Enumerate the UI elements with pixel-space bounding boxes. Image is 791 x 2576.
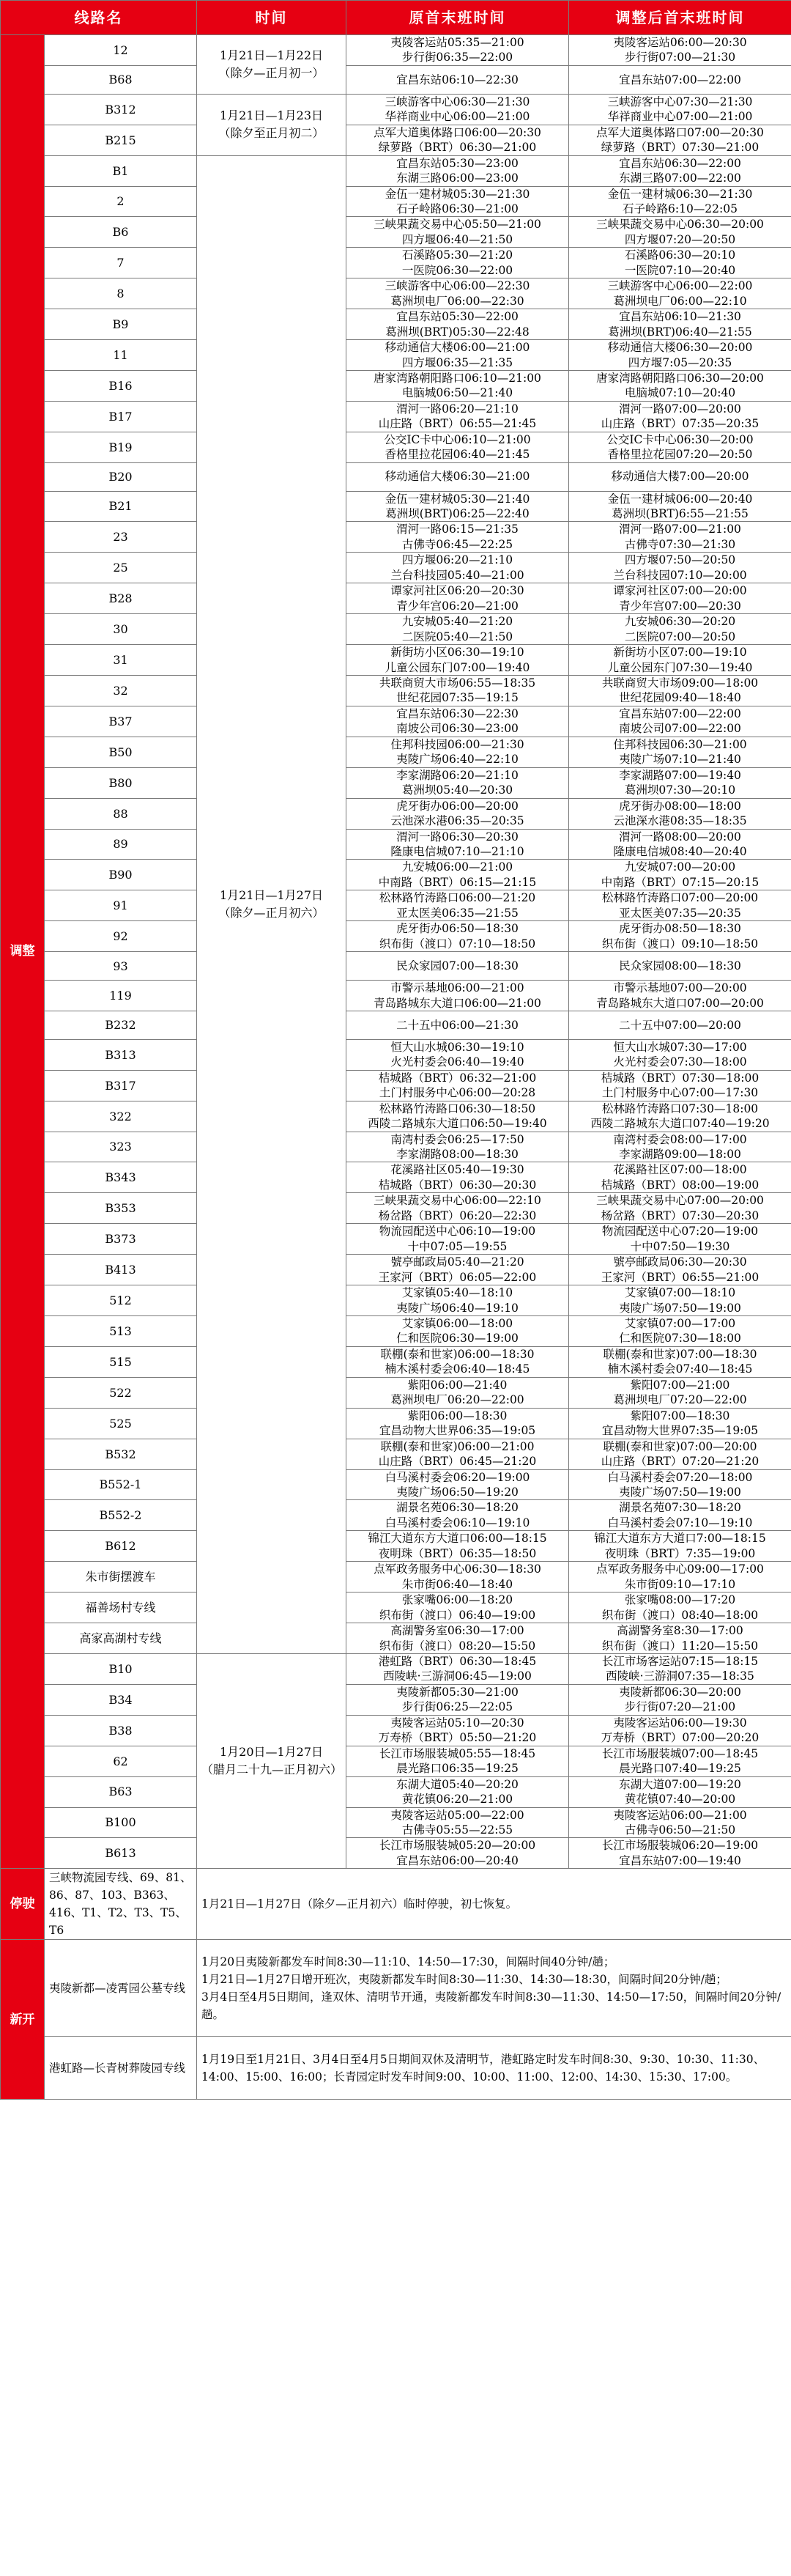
adjusted-time: 松林路竹涛路口07:00—20:00 亚太医美07:35—20:35 <box>569 890 791 921</box>
original-time: 渭河一路06:30—20:30 隆康电信城07:10—21:10 <box>346 829 569 860</box>
table-row <box>1 645 791 676</box>
original-time: 物流园配送中心06:10—19:00 十中07:05—19:55 <box>346 1224 569 1255</box>
original-time: 金伍一建材城05:30—21:40 葛洲坝(BRT)06:25—22:40 <box>346 491 569 522</box>
adjusted-time: 联棚(泰和世家)07:00—20:00 山庄路（BRT）07:20—21:20 <box>569 1439 791 1469</box>
table-row <box>1 1562 791 1593</box>
table-row <box>1 522 791 553</box>
original-time: 艾家镇06:00—18:00 仁和医院06:30—19:00 <box>346 1316 569 1347</box>
line-name: 福善场村专线 <box>45 1593 197 1623</box>
table-row <box>1 248 791 278</box>
line-name: 119 <box>45 981 197 1011</box>
table-row <box>1 798 791 829</box>
table-row <box>1 1377 791 1408</box>
table-row <box>1 1285 791 1316</box>
adjusted-time: 金伍一建材城06:30—21:30 石子岭路6:10—22:05 <box>569 186 791 217</box>
table-row <box>1 1715 791 1746</box>
adjusted-time: 九安城06:30—20:20 二医院07:00—20:50 <box>569 614 791 645</box>
line-name: B353 <box>45 1193 197 1224</box>
header-row <box>1 1 791 35</box>
line-name: B37 <box>45 706 197 737</box>
original-time: 金伍一建材城05:30—21:30 石子岭路06:30—21:00 <box>346 186 569 217</box>
adjusted-time: 长江市场客运站07:15—18:15 西陵峡·三游洞07:35—18:35 <box>569 1653 791 1684</box>
adjusted-time: 高湖警务室8:30—17:00 织布街（渡口）11:20—15:50 <box>569 1623 791 1654</box>
line-name: B373 <box>45 1224 197 1255</box>
table-row <box>1 860 791 890</box>
line-name: 32 <box>45 676 197 706</box>
adjusted-time: 夷陵客运站06:00—21:00 古佛寺06:50—21:50 <box>569 1807 791 1838</box>
header-adjusted-time: 调整后首末班时间 <box>569 1 791 35</box>
table-row <box>1 186 791 217</box>
original-time: 虎牙街办06:00—20:00 云池深水港06:35—20:35 <box>346 798 569 829</box>
original-time: 李家湖路06:20—21:10 葛洲坝05:40—20:30 <box>346 767 569 798</box>
adjusted-time: 宜昌东站06:10—21:30 葛洲坝(BRT)06:40—21:55 <box>569 309 791 340</box>
adjusted-time: 锦江大道东方大道口7:00—18:15 夜明珠（BRT）7:35—19:00 <box>569 1531 791 1562</box>
original-time: 谭家河社区06:20—20:30 青少年宫06:20—21:00 <box>346 583 569 614</box>
adjusted-time: 渭河一路07:00—20:00 山庄路（BRT）07:35—20:35 <box>569 401 791 432</box>
adjusted-time: 夷陵客运站06:00—19:30 万寿桥（BRT）07:00—20:20 <box>569 1715 791 1746</box>
original-time: 渭河一路06:20—21:10 山庄路（BRT）06:55—21:45 <box>346 401 569 432</box>
adjusted-time: 点军大道奥体路口07:00—20:30 绿萝路（BRT）07:30—21:00 <box>569 125 791 155</box>
new-line-description: 1月20日夷陵新都发车时间8:30—11:10、14:50—17:30，间隔时间40分钟/趟； 1月21日—1月27日增开班次，夷陵新都发车时间8:30—11:30、14:30—18:30，间隔时间20分钟/趟； 3月4日至4月5日期间，逢双休、清明节开通，夷陵新都发车时间8:30—11:30、14:50—17:50，间隔时间20分钟/趟。 <box>197 1940 791 2037</box>
line-name: B612 <box>45 1531 197 1562</box>
table-row <box>1 981 791 1011</box>
original-time: 长江市场服装城05:55—18:45 晨光路口06:35—19:25 <box>346 1746 569 1776</box>
period-range: 1月21日—1月27日 （除夕—正月初六） <box>197 155 346 1653</box>
line-name: B6 <box>45 217 197 248</box>
adjusted-time: 宜昌东站07:00—22:00 南坡公司07:00—22:00 <box>569 706 791 737</box>
original-time: 宜昌东站05:30—23:00 东湖三路06:00—23:00 <box>346 155 569 186</box>
original-time: 艾家镇05:40—18:10 夷陵广场06:40—19:10 <box>346 1285 569 1316</box>
adjusted-time: 点军政务服务中心09:00—17:00 朱市街09:10—17:10 <box>569 1562 791 1593</box>
table-row <box>1 737 791 767</box>
line-name: B68 <box>45 65 197 94</box>
original-time: 二十五中06:00—21:30 <box>346 1011 569 1039</box>
adjusted-time: 民众家园08:00—18:30 <box>569 952 791 981</box>
original-time: 点军大道奥体路口06:00—20:30 绿萝路（BRT）06:30—21:00 <box>346 125 569 155</box>
line-name: B19 <box>45 432 197 462</box>
table-row <box>1 1500 791 1531</box>
line-name: 513 <box>45 1316 197 1347</box>
original-time: 花溪路社区05:40—19:30 桔城路（BRT）06:30—20:30 <box>346 1162 569 1193</box>
table-row <box>1 309 791 340</box>
adjusted-time: 艾家镇07:00—17:00 仁和医院07:30—18:00 <box>569 1316 791 1347</box>
table-row <box>1 155 791 186</box>
category-stop: 停驶 <box>1 1869 45 1940</box>
original-time: 南湾村委会06:25—17:50 李家湖路08:00—18:30 <box>346 1132 569 1162</box>
adjusted-time: 共联商贸大市场09:00—18:00 世纪花园09:40—18:40 <box>569 676 791 706</box>
original-time: 恒大山水城06:30—19:10 火光村委会06:40—19:40 <box>346 1039 569 1070</box>
table-row <box>1 1684 791 1715</box>
adjusted-time: 四方堰07:50—20:50 兰台科技园07:10—20:00 <box>569 553 791 583</box>
table-row <box>1 583 791 614</box>
adjusted-time: 长江市场服装城06:20—19:00 宜昌东站07:00—19:40 <box>569 1838 791 1869</box>
table-row <box>1 1531 791 1562</box>
adjusted-time: 紫阳07:00—18:30 宜昌动物大世界07:35—19:05 <box>569 1408 791 1439</box>
original-time: 共联商贸大市场06:55—18:35 世纪花园07:35—19:15 <box>346 676 569 706</box>
line-name: B80 <box>45 767 197 798</box>
original-time: 港虹路（BRT）06:30—18:45 西陵峡·三游洞06:45—19:00 <box>346 1653 569 1684</box>
original-time: 市警示基地06:00—21:00 青岛路城东大道口06:00—21:00 <box>346 981 569 1011</box>
line-name: 31 <box>45 645 197 676</box>
adjusted-time: 渭河一路08:00—20:00 隆康电信城08:40—20:40 <box>569 829 791 860</box>
table-row <box>1 35 791 66</box>
original-time: 松林路竹涛路口06:00—21:20 亚太医美06:35—21:55 <box>346 890 569 921</box>
original-time: 三峡果蔬交易中心05:50—21:00 四方堰06:40—21:50 <box>346 217 569 248</box>
line-name: 23 <box>45 522 197 553</box>
line-name: 322 <box>45 1101 197 1132</box>
table-row <box>1 952 791 981</box>
line-name: B38 <box>45 1715 197 1746</box>
period-range: 1月21日—1月22日 （除夕—正月初一） <box>197 35 346 95</box>
table-row <box>1 217 791 248</box>
new-line-row <box>1 1940 791 2037</box>
original-time: 夷陵客运站05:35—21:00 步行街06:35—22:00 <box>346 35 569 66</box>
adjusted-time: 市警示基地07:00—20:00 青岛路城东大道口07:00—20:00 <box>569 981 791 1011</box>
adjusted-time: 谭家河社区07:00—20:00 青少年宫07:00—20:30 <box>569 583 791 614</box>
table-row <box>1 278 791 309</box>
period-range: 1月20日—1月27日 （腊月二十九—正月初六） <box>197 1653 346 1868</box>
adjusted-time: 白马溪村委会07:20—18:00 夷陵广场07:50—19:00 <box>569 1469 791 1500</box>
table-row <box>1 1316 791 1347</box>
line-name: B232 <box>45 1011 197 1039</box>
category-new: 新开 <box>1 1940 45 2100</box>
line-name: 89 <box>45 829 197 860</box>
original-time: 夷陵客运站05:10—20:30 万寿桥（BRT）05:50—21:20 <box>346 1715 569 1746</box>
original-time: 东湖大道05:40—20:20 黄花镇06:20—21:00 <box>346 1776 569 1807</box>
adjusted-time: 联棚(泰和世家)07:00—18:30 楠木溪村委会07:40—18:45 <box>569 1346 791 1377</box>
table-row <box>1 1439 791 1469</box>
line-name: B532 <box>45 1439 197 1469</box>
adjusted-time: 新街坊小区07:00—19:10 儿童公园东门07:30—19:40 <box>569 645 791 676</box>
adjusted-time: 住邦科技园06:30—21:00 夷陵广场07:10—21:40 <box>569 737 791 767</box>
stopped-lines: 三峡物流园专线、69、81、86、87、103、B363、416、T1、T2、T3、T5、T6 <box>45 1869 197 1940</box>
line-name: B312 <box>45 94 197 125</box>
table-row <box>1 1653 791 1684</box>
category-adjust: 调整 <box>1 35 45 1869</box>
line-name: B215 <box>45 125 197 155</box>
table-row <box>1 921 791 952</box>
table-row <box>1 1623 791 1654</box>
line-name: 91 <box>45 890 197 921</box>
line-name: 88 <box>45 798 197 829</box>
line-name: 512 <box>45 1285 197 1316</box>
line-name: 11 <box>45 340 197 371</box>
line-name: B21 <box>45 491 197 522</box>
table-row <box>1 1593 791 1623</box>
adjusted-time: 渭河一路07:00—21:00 古佛寺07:30—21:30 <box>569 522 791 553</box>
adjusted-time: 公交IC卡中心06:30—20:00 香格里拉花园07:20—20:50 <box>569 432 791 462</box>
original-time: 三峡游客中心06:00—22:30 葛洲坝电厂06:00—22:30 <box>346 278 569 309</box>
original-time: 九安城05:40—21:20 二医院05:40—21:50 <box>346 614 569 645</box>
original-time: 紫阳06:00—18:30 宜昌动物大世界06:35—19:05 <box>346 1408 569 1439</box>
adjusted-time: 长江市场服装城07:00—18:45 晨光路口07:40—19:25 <box>569 1746 791 1776</box>
table-row <box>1 1746 791 1776</box>
adjusted-time: 物流园配送中心07:20—19:00 十中07:50—19:30 <box>569 1224 791 1255</box>
original-time: 民众家园07:00—18:30 <box>346 952 569 981</box>
line-name: B90 <box>45 860 197 890</box>
table-row <box>1 1193 791 1224</box>
table-row <box>1 1346 791 1377</box>
adjusted-time: 三峡果蔬交易中心06:30—20:00 四方堰07:20—20:50 <box>569 217 791 248</box>
adjusted-time: 唐家湾路朝阳路口06:30—20:00 电脑城07:10—20:40 <box>569 370 791 401</box>
original-time: 號亭邮政局05:40—21:20 王家河（BRT）06:05—22:00 <box>346 1255 569 1285</box>
table-row <box>1 370 791 401</box>
original-time: 湖景名苑06:30—18:20 白马溪村委会06:10—19:10 <box>346 1500 569 1531</box>
period-range: 1月21日—1月23日 （除夕至正月初二） <box>197 94 346 155</box>
table-row <box>1 401 791 432</box>
adjusted-time: 三峡游客中心06:00—22:00 葛洲坝电厂06:00—22:10 <box>569 278 791 309</box>
line-name: B63 <box>45 1776 197 1807</box>
adjusted-time: 艾家镇07:00—18:10 夷陵广场07:50—19:00 <box>569 1285 791 1316</box>
original-time: 新街坊小区06:30—19:10 儿童公园东门07:00—19:40 <box>346 645 569 676</box>
original-time: 松林路竹涛路口06:30—18:50 西陵二路城东大道口06:50—19:40 <box>346 1101 569 1132</box>
original-time: 虎牙街办06:50—18:30 织布街（渡口）07:10—18:50 <box>346 921 569 952</box>
table-row <box>1 1408 791 1439</box>
line-name: 30 <box>45 614 197 645</box>
adjusted-time: 二十五中07:00—20:00 <box>569 1011 791 1039</box>
line-name: 323 <box>45 1132 197 1162</box>
table-row <box>1 1101 791 1132</box>
table-row <box>1 890 791 921</box>
table-row <box>1 829 791 860</box>
adjusted-time: 石溪路06:30—20:10 一医院07:10—20:40 <box>569 248 791 278</box>
table-row <box>1 432 791 462</box>
original-time: 长江市场服装城05:20—20:00 宜昌东站06:00—20:40 <box>346 1838 569 1869</box>
adjusted-time: 南湾村委会08:00—17:00 李家湖路09:00—18:00 <box>569 1132 791 1162</box>
table-row <box>1 706 791 737</box>
adjusted-time: 宜昌东站07:00—22:00 <box>569 65 791 94</box>
table-row <box>1 1255 791 1285</box>
line-name: B317 <box>45 1070 197 1101</box>
line-name: 7 <box>45 248 197 278</box>
adjusted-time: 三峡游客中心07:30—21:30 华祥商业中心07:00—21:00 <box>569 94 791 125</box>
line-name: B34 <box>45 1684 197 1715</box>
original-time: 唐家湾路朝阳路口06:10—21:00 电脑城06:50—21:40 <box>346 370 569 401</box>
original-time: 住邦科技园06:00—21:30 夷陵广场06:40—22:10 <box>346 737 569 767</box>
line-name: 92 <box>45 921 197 952</box>
line-name: B552-1 <box>45 1469 197 1500</box>
line-name: 朱市街摆渡车 <box>45 1562 197 1593</box>
original-time: 联棚(泰和世家)06:00—21:00 山庄路（BRT）06:45—21:20 <box>346 1439 569 1469</box>
table-row <box>1 1132 791 1162</box>
line-name: 62 <box>45 1746 197 1776</box>
table-row <box>1 1070 791 1101</box>
original-time: 白马溪村委会06:20—19:00 夷陵广场06:50—19:20 <box>346 1469 569 1500</box>
adjusted-time: 湖景名苑07:30—18:20 白马溪村委会07:10—19:10 <box>569 1500 791 1531</box>
adjusted-time: 松林路竹涛路口07:30—18:00 西陵二路城东大道口07:40—19:20 <box>569 1101 791 1132</box>
adjusted-time: 东湖大道07:00—19:20 黄花镇07:40—20:00 <box>569 1776 791 1807</box>
adjusted-time: 移动通信大楼06:30—20:00 四方堰7:05—20:35 <box>569 340 791 371</box>
table-row <box>1 767 791 798</box>
original-time: 点军政务服务中心06:30—18:30 朱市街06:40—18:40 <box>346 1562 569 1593</box>
original-time: 宜昌东站06:30—22:30 南坡公司06:30—23:00 <box>346 706 569 737</box>
header-line: 线路名 <box>1 1 197 35</box>
new-line-row <box>1 2037 791 2100</box>
stop-description: 1月21日—1月27日（除夕—正月初六）临时停驶，初七恢复。 <box>197 1869 791 1940</box>
adjusted-time: 號亭邮政局06:30—20:30 王家河（BRT）06:55—21:00 <box>569 1255 791 1285</box>
adjusted-time: 虎牙街办08:00—18:00 云池深水港08:35—18:35 <box>569 798 791 829</box>
line-name: 25 <box>45 553 197 583</box>
line-name: 8 <box>45 278 197 309</box>
table-row <box>1 340 791 371</box>
original-time: 宜昌东站06:10—22:30 <box>346 65 569 94</box>
table-row <box>1 1469 791 1500</box>
line-name: B9 <box>45 309 197 340</box>
line-name: B313 <box>45 1039 197 1070</box>
table-row <box>1 462 791 491</box>
line-name: 93 <box>45 952 197 981</box>
header-original-time: 原首末班时间 <box>346 1 569 35</box>
original-time: 移动通信大楼06:00—21:00 四方堰06:35—21:35 <box>346 340 569 371</box>
line-name: B10 <box>45 1653 197 1684</box>
line-name: B1 <box>45 155 197 186</box>
original-time: 四方堰06:20—21:10 兰台科技园05:40—21:00 <box>346 553 569 583</box>
table-row <box>1 94 791 125</box>
line-name: 515 <box>45 1346 197 1377</box>
adjusted-time: 金伍一建材城06:00—20:40 葛洲坝(BRT)6:55—21:55 <box>569 491 791 522</box>
original-time: 石溪路05:30—21:20 一医院06:30—22:00 <box>346 248 569 278</box>
stop-row <box>1 1869 791 1940</box>
line-name: B613 <box>45 1838 197 1869</box>
adjusted-time: 夷陵新都06:30—20:00 步行街07:20—21:00 <box>569 1684 791 1715</box>
original-time: 桔城路（BRT）06:32—21:00 土门村服务中心06:00—20:28 <box>346 1070 569 1101</box>
adjusted-time: 张家嘴08:00—17:20 织布街（渡口）08:40—18:00 <box>569 1593 791 1623</box>
new-line-name: 港虹路—长青树葬陵园专线 <box>45 2037 197 2100</box>
original-time: 锦江大道东方大道口06:00—18:15 夜明珠（BRT）06:35—18:50 <box>346 1531 569 1562</box>
adjusted-time: 恒大山水城07:30—17:00 火光村委会07:30—18:00 <box>569 1039 791 1070</box>
adjusted-time: 夷陵客运站06:00—20:30 步行街07:00—21:30 <box>569 35 791 66</box>
line-name: B50 <box>45 737 197 767</box>
original-time: 三峡游客中心06:30—21:30 华祥商业中心06:00—21:00 <box>346 94 569 125</box>
line-name: B20 <box>45 462 197 491</box>
original-time: 夷陵新都05:30—21:00 步行街06:25—22:05 <box>346 1684 569 1715</box>
line-name: 高家高湖村专线 <box>45 1623 197 1654</box>
table-row <box>1 676 791 706</box>
table-row <box>1 125 791 155</box>
header-period: 时间 <box>197 1 346 35</box>
adjusted-time: 李家湖路07:00—19:40 葛洲坝07:30—20:10 <box>569 767 791 798</box>
adjusted-time: 移动通信大楼7:00—20:00 <box>569 462 791 491</box>
adjusted-time: 紫阳07:00—21:00 葛洲坝电厂07:20—22:00 <box>569 1377 791 1408</box>
line-name: B16 <box>45 370 197 401</box>
new-line-name: 夷陵新都—凌霄园公墓专线 <box>45 1940 197 2037</box>
line-name: B100 <box>45 1807 197 1838</box>
line-name: 525 <box>45 1408 197 1439</box>
table-row <box>1 1838 791 1869</box>
table-body <box>1 35 791 2100</box>
table-row <box>1 1162 791 1193</box>
original-time: 三峡果蔬交易中心06:00—22:10 杨岔路（BRT）06:20—22:30 <box>346 1193 569 1224</box>
table-row <box>1 491 791 522</box>
line-name: 2 <box>45 186 197 217</box>
adjusted-time: 虎牙街办08:50—18:30 织布街（渡口）09:10—18:50 <box>569 921 791 952</box>
adjusted-time: 花溪路社区07:00—18:00 桔城路（BRT）08:00—19:00 <box>569 1162 791 1193</box>
table-row <box>1 553 791 583</box>
original-time: 移动通信大楼06:30—21:00 <box>346 462 569 491</box>
line-name: B413 <box>45 1255 197 1285</box>
line-name: B28 <box>45 583 197 614</box>
table-row <box>1 1776 791 1807</box>
original-time: 渭河一路06:15—21:35 古佛寺06:45—22:25 <box>346 522 569 553</box>
adjusted-time: 桔城路（BRT）07:30—18:00 土门村服务中心07:00—17:30 <box>569 1070 791 1101</box>
original-time: 九安城06:00—21:00 中南路（BRT）06:15—21:15 <box>346 860 569 890</box>
new-line-description: 1月19日至1月21日、3月4日至4月5日期间双休及清明节，港虹路定时发车时间8:30、9:30、10:30、11:30、14:00、15:00、16:00；长青园定时发车时间9:00、10:00、11:00、12:00、14:30、15:30、17:00。 <box>197 2037 791 2100</box>
line-name: 522 <box>45 1377 197 1408</box>
table-row <box>1 614 791 645</box>
original-time: 张家嘴06:00—18:20 织布街（渡口）06:40—19:00 <box>346 1593 569 1623</box>
table-row <box>1 1011 791 1039</box>
adjusted-time: 九安城07:00—20:00 中南路（BRT）07:15—20:15 <box>569 860 791 890</box>
line-name: B552-2 <box>45 1500 197 1531</box>
table-row <box>1 1039 791 1070</box>
table-row <box>1 1807 791 1838</box>
original-time: 联棚(泰和世家)06:00—18:30 楠木溪村委会06:40—18:45 <box>346 1346 569 1377</box>
original-time: 宜昌东站05:30—22:00 葛洲坝(BRT)05:30—22:48 <box>346 309 569 340</box>
table-row <box>1 1224 791 1255</box>
adjusted-time: 宜昌东站06:30—22:00 东湖三路07:00—22:00 <box>569 155 791 186</box>
adjusted-time: 三峡果蔬交易中心07:00—20:00 杨岔路（BRT）07:30—20:30 <box>569 1193 791 1224</box>
original-time: 高湖警务室06:30—17:00 织布街（渡口）08:20—15:50 <box>346 1623 569 1654</box>
original-time: 紫阳06:00—21:40 葛洲坝电厂06:20—22:00 <box>346 1377 569 1408</box>
original-time: 夷陵客运站05:00—22:00 古佛寺05:55—22:55 <box>346 1807 569 1838</box>
line-name: 12 <box>45 35 197 66</box>
line-name: B17 <box>45 401 197 432</box>
table-row <box>1 65 791 94</box>
line-name: B343 <box>45 1162 197 1193</box>
original-time: 公交IC卡中心06:10—21:00 香格里拉花园06:40—21:45 <box>346 432 569 462</box>
